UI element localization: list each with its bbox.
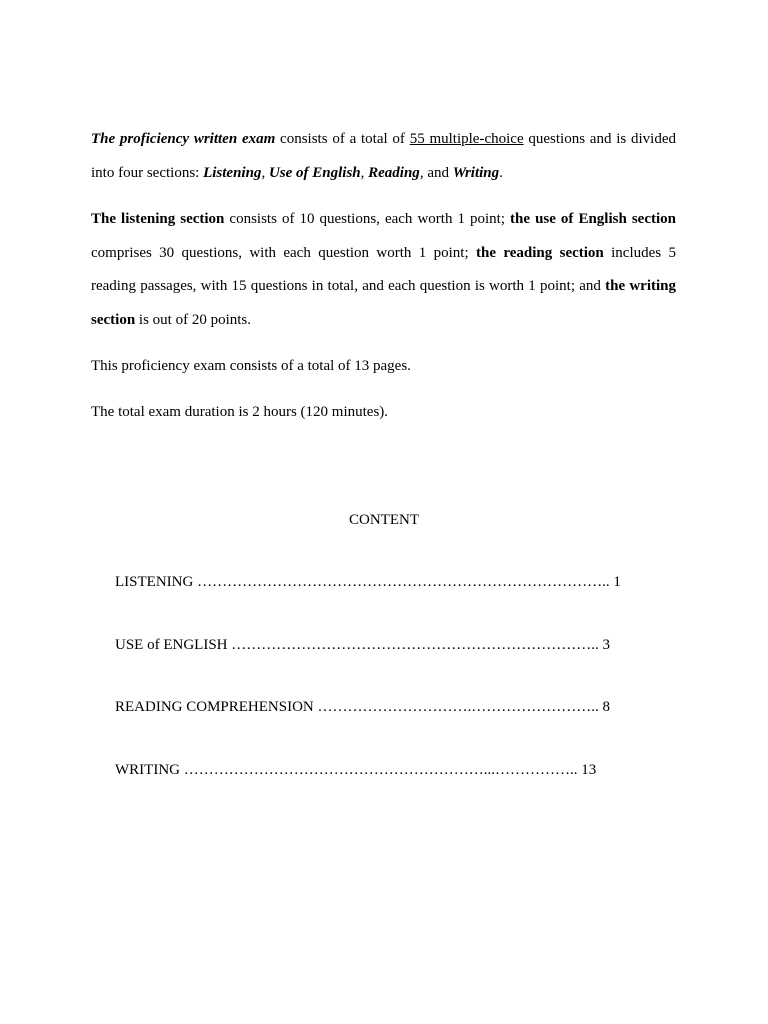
reading-section-label: the reading section: [475, 244, 604, 261]
text-segment: , and: [419, 164, 453, 181]
toc-leader: ………………………………………………………………………..: [193, 574, 614, 590]
text-segment: ,: [360, 164, 369, 181]
toc-leader: ……………………………………………………...……………..: [179, 762, 582, 778]
toc-label: READING COMPREHENSION: [115, 699, 314, 715]
duration-paragraph: The total exam duration is 2 hours (120 minutes).: [91, 404, 389, 420]
toc-leader: ………………………….……………………..: [313, 699, 603, 715]
writing-section-label: the writing section: [91, 278, 676, 328]
text-segment: is out of 20 points.: [135, 311, 252, 328]
section-name-listening: Listening: [203, 164, 262, 181]
toc-leader: ………………………………………………………………..: [227, 637, 603, 653]
text-segment: questions and is divided into four sections:: [91, 131, 676, 181]
question-count: 55 multiple-choice: [409, 131, 524, 147]
exam-overview-paragraph: [91, 123, 676, 190]
toc-label: USE of ENGLISH: [115, 637, 228, 653]
content-heading: CONTENT: [349, 512, 419, 528]
text-segment: consists of a total of: [275, 131, 410, 147]
scoring-paragraph: [91, 203, 676, 337]
toc-entry-reading-comprehension: [115, 697, 610, 717]
toc-page-number: 13: [581, 762, 597, 778]
toc-page-number: 1: [613, 574, 621, 590]
text-segment: consists of 10 questions, each worth 1 point;: [224, 211, 511, 227]
section-name-use-of-english: Use of English: [268, 164, 361, 181]
text-segment: includes 5 reading passages, with 15 questions in total, and each question is worth 1 point; and: [91, 244, 676, 294]
toc-entry-listening: [115, 572, 621, 592]
page-count-paragraph: This proficiency exam consists of a total of 13 pages.: [91, 358, 411, 374]
toc-entry-use-of-english: [115, 635, 610, 655]
text-segment: comprises 30 questions, with each question worth 1 point;: [91, 244, 476, 261]
toc-label: LISTENING: [115, 574, 194, 590]
toc-entry-writing: [115, 760, 596, 780]
section-name-writing: Writing: [452, 164, 500, 181]
toc-page-number: 8: [602, 699, 611, 715]
exam-name: The proficiency written exam: [91, 131, 276, 147]
listening-section-label: The listening section: [91, 211, 225, 227]
toc-page-number: 3: [602, 637, 610, 653]
text-segment: .: [499, 164, 503, 181]
toc-label: WRITING: [115, 762, 180, 778]
use-of-english-section-label: the use of English section: [510, 211, 677, 227]
section-name-reading: Reading: [368, 164, 420, 181]
text-segment: ,: [261, 164, 269, 181]
